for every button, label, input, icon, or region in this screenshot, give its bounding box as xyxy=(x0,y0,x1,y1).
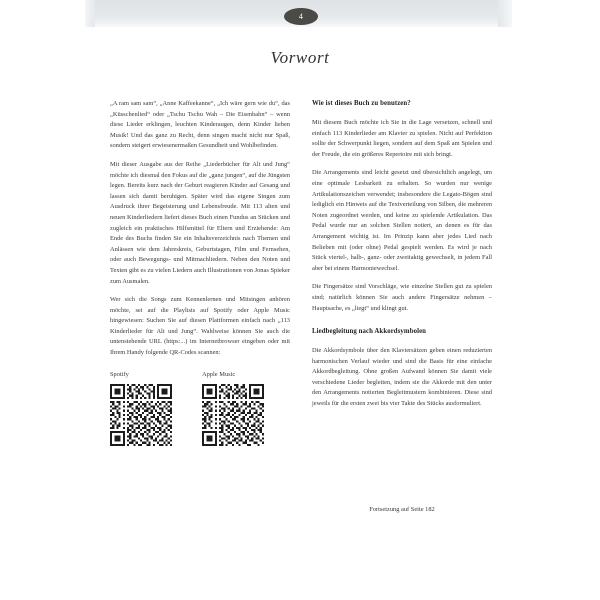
qr-block-spotify xyxy=(110,370,176,446)
paragraph: Die Akkordsymbole über den Klaviersätzen geben einen reduzierten harmonischen Verlauf wieder und sind die Basis für eine einfache Akkordbegleitung. Ohne großen Aufwand können Sie damit viele verschiedene Lieder begleiten, indem sie die Akkorde mit den unter den Arrangements notierten Begleitmustern kombinieren. Diese sind jeweils für die ersten zwei bis vier Takte des Stücks ausformuliert. xyxy=(312,347,492,408)
body-columns xyxy=(110,99,492,446)
qr-code-icon[interactable] xyxy=(202,384,264,446)
scan-edge-shadow-right xyxy=(498,0,512,27)
paragraph: „A ram sam sam“, „Anne Kaffeekanne“, „Ich wäre gern wie du“, das „Küsschenlied“ oder „Tschu Tschu Wah – Die Eisenbahn“ – wenn diese Lieder erklingen, leuchten Kinderaugen, denn Kinder lieben Musik! Und das ganz zu Recht, denn singen macht nicht nur Spaß, sondern steigert erwiesenermaßen Gesundheit und Wohlbefinden. xyxy=(110,100,290,150)
section-heading-how-to-use: Wie ist dieses Buch zu benutzen? xyxy=(312,100,411,107)
continuation-note: Fortsetzung auf Seite 182 xyxy=(369,506,435,513)
qr-code-icon[interactable] xyxy=(110,384,172,446)
page-title: Vorwort xyxy=(270,48,330,67)
page-number-badge: 4 xyxy=(284,8,318,25)
qr-label-apple-music: Apple Music xyxy=(202,370,236,378)
paragraph: Mit diesem Buch möchte ich Sie in die Lage versetzen, schnell und einfach 113 Kinderlieder am Klavier zu spielen. Nicht auf Perfektion sollte der Schwerpunkt liegen, sondern auf dem Spaß am Spielen und der Freude, die ein größeres Repertoire mit sich bringt. xyxy=(312,119,492,158)
qr-code-row xyxy=(110,370,290,446)
right-column xyxy=(312,99,492,446)
paragraph: Wer sich die Songs zum Kennenlernen und Mitsingen anhören möchte, sei auf die Playlists auf Spotify oder Apple Music hingewiesen: Suchen Sie auf diesen Plattformen einfach nach „113 Kinderlieder für Alt und Jung“. Wahlweise können Sie auch die untenstehende URL (https:...) im Internetbrowser eingeben oder mit Ihrem Handy folgende QR-Codes scannen: xyxy=(110,296,290,357)
qr-label-spotify: Spotify xyxy=(110,370,129,378)
paragraph: Mit dieser Ausgabe aus der Reihe „Liederbücher für Alt und Jung“ möchte ich diesmal den Fokus auf die „ganz jungen“, auf die Jüngsten legen. Bereits kurz nach der Geburt reagieren Kinder auf Gesang und lassen sich damit beruhigen. Später wird das eigene Singen zum Ausdruck ihrer Begeisterung und Lebensfreude. Mit 113 alten und neuen Kinderliedern liefert dieses Buch einen Fundus an Stücken und zugleich ein praktisches Hilfsmittel für Eltern und Erziehende: Am Ende des Buchs finden Sie ein Inhaltsverzeichnis nach Themen und Anlässen wie dem Jahreskreis, Geburtstagen, Film und Fernsehen, oder auch Bewegungs- und Mitmachliedern. Neben den Noten und Texten gibt es zu vielen Liedern auch Illustrationen von Jonas Spieker zum Ausmalen. xyxy=(110,160,290,285)
paragraph: Die Arrangements sind leicht gesetzt und übersichtlich angelegt, um eine optimale Lesbarkeit zu erhalten. So wurden nur wenige Artikulationszeichen verwendet; insbesondere die Legato-Bögen sind lediglich ein Hinweis auf die Textverteilung von Silben, die mehreren Noten zugeordnet werden, und keine zu spielende Artikulation. Das Pedal wurde nur an solchen Stellen notiert, an denen es für das Arrangement wichtig ist. Im Prinzip kann aber jedes Lied nach Belieben mit (oder ohne) Pedal gespielt werden. Es wird je nach Stück viertel-, halb-, ganz- oder zweitaktig gewechselt, in jedem Fall aber bei einem Harmoniewechsel. xyxy=(312,169,492,272)
left-column xyxy=(110,99,290,446)
section-heading-chord-accompaniment: Liedbegleitung nach Akkordsymbolen xyxy=(312,328,427,336)
qr-block-apple-music xyxy=(202,370,268,446)
paragraph: Die Fingersätze sind Vorschläge, wie einzelne Stellen gut zu spielen sind; natürlich können Sie auch andere Fingersätze nehmen – Hauptsache, es „liegt“ und klingt gut. xyxy=(312,283,492,312)
